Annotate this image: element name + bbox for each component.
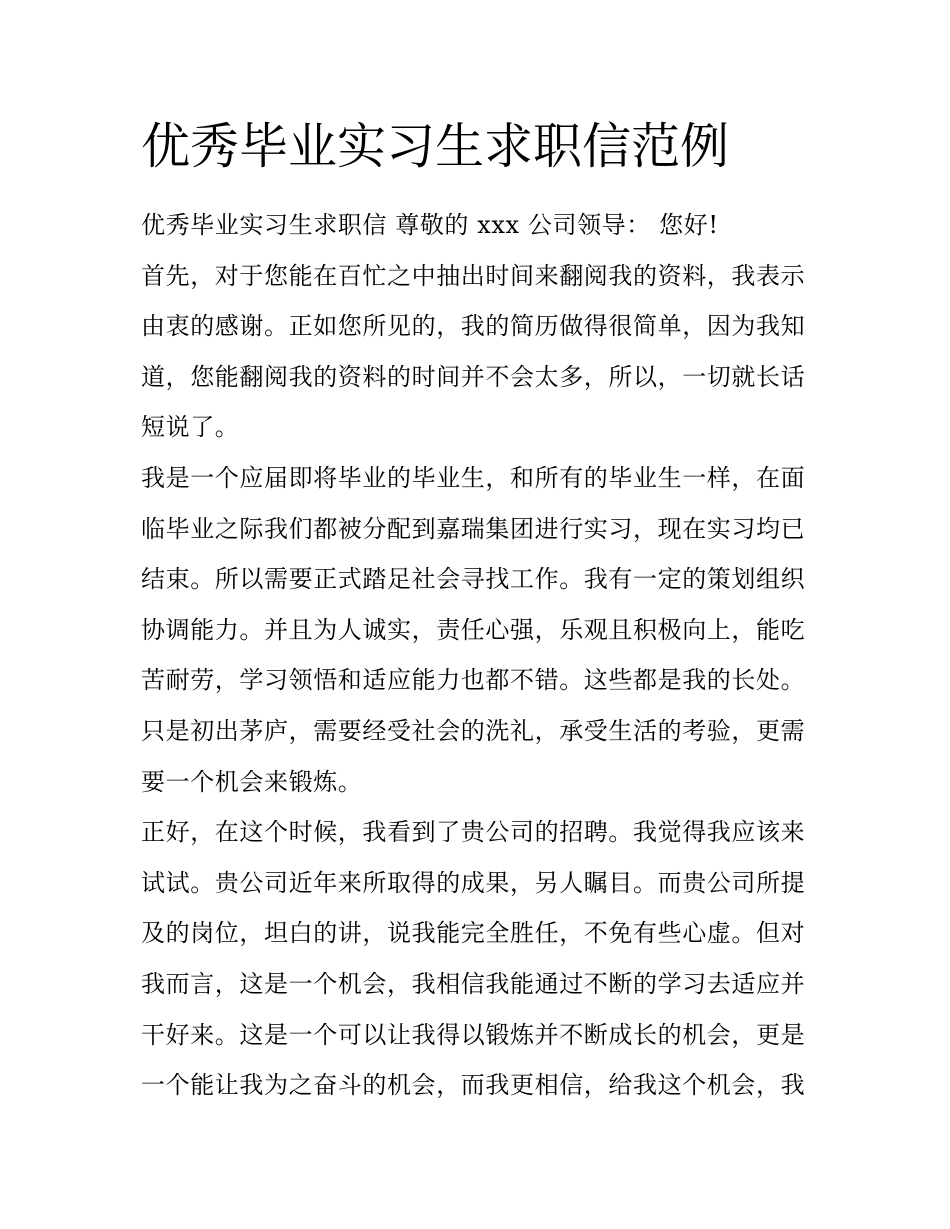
text-line: 要一个机会来锻炼。 (141, 767, 363, 796)
text-line: 一个能让我为之奋斗的机会，而我更相信，给我这个机会，我 (141, 1071, 806, 1100)
text-line: 协调能力。并且为人诚实，责任心强，乐观且积极向上，能吃 (141, 615, 806, 644)
text-line: 首先，对于您能在百忙之中抽出时间来翻阅我的资料，我表示 (141, 261, 806, 290)
paragraph-motivation (141, 807, 813, 1111)
text-line: 由衷的感谢。正如您所见的，我的简历做得很简单，因为我知 (141, 312, 806, 341)
text-line: 正好，在这个时候，我看到了贵公司的招聘。我觉得我应该来 (141, 818, 806, 847)
paragraph-self-introduction (141, 453, 813, 807)
text-line: 及的岗位，坦白的讲，说我能完全胜任，不免有些心虚。但对 (141, 919, 806, 948)
text-line: 我而言，这是一个机会，我相信我能通过不断的学习去适应并 (141, 969, 806, 998)
text-line: 干好来。这是一个可以让我得以锻炼并不断成长的机会，更是 (141, 1020, 806, 1049)
text-line: 短说了。 (141, 413, 240, 442)
document-body (141, 112, 813, 1111)
text-line: 苦耐劳，学习领悟和适应能力也都不错。这些都是我的长处。 (141, 666, 806, 695)
text-line: 我是一个应届即将毕业的毕业生，和所有的毕业生一样，在面 (141, 463, 806, 492)
paragraph-salutation (141, 200, 813, 251)
text-line: 结束。所以需要正式踏足社会寻找工作。我有一定的策划组织 (141, 565, 806, 594)
paragraph-thanks (141, 251, 813, 453)
text-line: 只是初出茅庐，需要经受社会的洗礼，承受生活的考验，更需 (141, 716, 806, 745)
document-title: 优秀毕业实习生求职信范例 (141, 118, 730, 175)
text-line: 优秀毕业实习生求职信 尊敬的 xxx 公司领导： 您好! (141, 211, 719, 239)
text-line: 临毕业之际我们都被分配到嘉瑞集团进行实习，现在实习均已 (141, 514, 806, 543)
text-line: 道，您能翻阅我的资料的时间并不会太多，所以，一切就长话 (141, 362, 806, 391)
text-line: 试试。贵公司近年来所取得的成果，另人瞩目。而贵公司所提 (141, 868, 806, 897)
